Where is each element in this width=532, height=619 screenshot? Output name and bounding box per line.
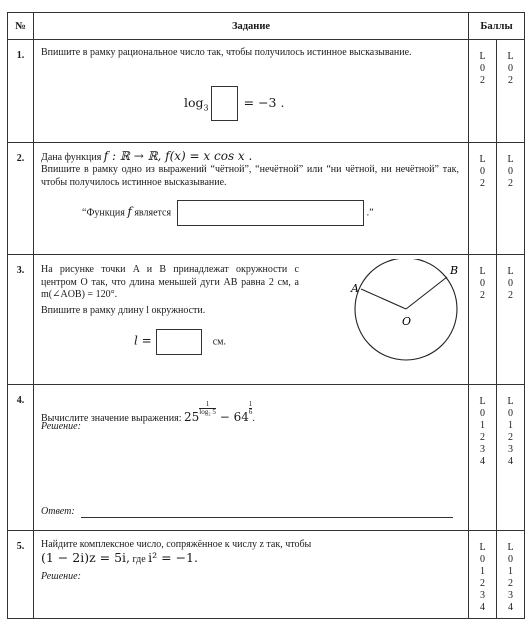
task-row-5 xyxy=(8,531,525,619)
radius-ob xyxy=(406,277,447,309)
task-text: Найдите комплексное число, сопряжённое к числу z так, чтобы xyxy=(41,539,312,550)
task-row-1 xyxy=(8,40,525,143)
task-intro: Дана функция xyxy=(41,152,102,163)
answer-box[interactable] xyxy=(211,86,238,121)
radius-oa xyxy=(361,289,406,309)
points-column-a: L 0 2 xyxy=(479,51,486,86)
solution-label: Решение: xyxy=(41,421,81,432)
task-row-2 xyxy=(8,143,525,255)
header-row xyxy=(8,13,525,40)
points-column-b: L 0 2 xyxy=(507,154,514,189)
points-column-b: L 0 2 xyxy=(507,51,514,86)
center-o-label: O xyxy=(402,315,412,328)
length-answer-line: l = см. xyxy=(134,329,226,355)
points-column-a: L 0 2 xyxy=(479,154,486,189)
points-column-a: L 0 2 xyxy=(479,266,486,301)
points-column-b: L 0 1 2 3 4 xyxy=(507,396,514,467)
log-equation: $\log_3 = -3$ . xyxy=(184,86,284,121)
task-table xyxy=(7,12,525,619)
assessment-page xyxy=(7,12,524,612)
answer-box[interactable] xyxy=(177,200,364,226)
header-task: Задание xyxy=(34,13,469,40)
equation-line: (1 − 2i)z = 5i, где i² = −1. xyxy=(41,550,198,565)
task-text: На рисунке точки A и B принадлежат окружности с центром O так, что длина меньшей дуги AB равна 2 см, а m(∠AOB) = 120°. xyxy=(41,264,299,300)
answer-label: Ответ: xyxy=(41,506,75,517)
points-column-a: L 0 1 2 3 4 xyxy=(479,396,486,467)
circle-figure xyxy=(324,259,464,379)
points-column-b: L 0 2 xyxy=(507,266,514,301)
statement-line: “Функция f является .” xyxy=(82,200,374,226)
task-row-3 xyxy=(8,255,525,385)
task-text: Впишите в рамку рациональное число так, чтобы получилось истинное высказывание. xyxy=(41,47,412,58)
function-definition: f : ℝ → ℝ, f(x) = x cos x . xyxy=(103,149,253,163)
points-column-a: L 0 1 2 3 4 xyxy=(479,542,486,613)
answer-box[interactable] xyxy=(156,329,202,355)
task-number: 3. xyxy=(16,265,25,276)
task-number: 5. xyxy=(16,541,25,552)
task-text: Впишите в рамку одно из выражений “чётной”, “нечётной” или “ни чётной, ни нечётной” так, чтобы получилось истинное высказывание. xyxy=(41,164,459,188)
point-a-label: A xyxy=(351,282,359,295)
header-points: Баллы xyxy=(469,13,525,40)
answer-line[interactable] xyxy=(81,517,453,518)
points-column-b: L 0 1 2 3 4 xyxy=(507,542,514,613)
task-number: 4. xyxy=(16,395,25,406)
header-num: № xyxy=(8,13,34,40)
task-row-4 xyxy=(8,385,525,531)
task-number: 2. xyxy=(16,153,25,164)
expression-line: Вычислите значение выражения: 25 $\frac{1}{\text{log₂ 5}}$ − 64 $\frac{1}{6}$ . xyxy=(41,400,255,424)
solution-label: Решение: xyxy=(41,571,81,582)
circle-outline xyxy=(355,259,457,360)
task-instruction: Впишите в рамку длину l окружности. xyxy=(41,305,206,316)
point-b-label: B xyxy=(450,264,459,277)
task-number: 1. xyxy=(16,50,25,61)
